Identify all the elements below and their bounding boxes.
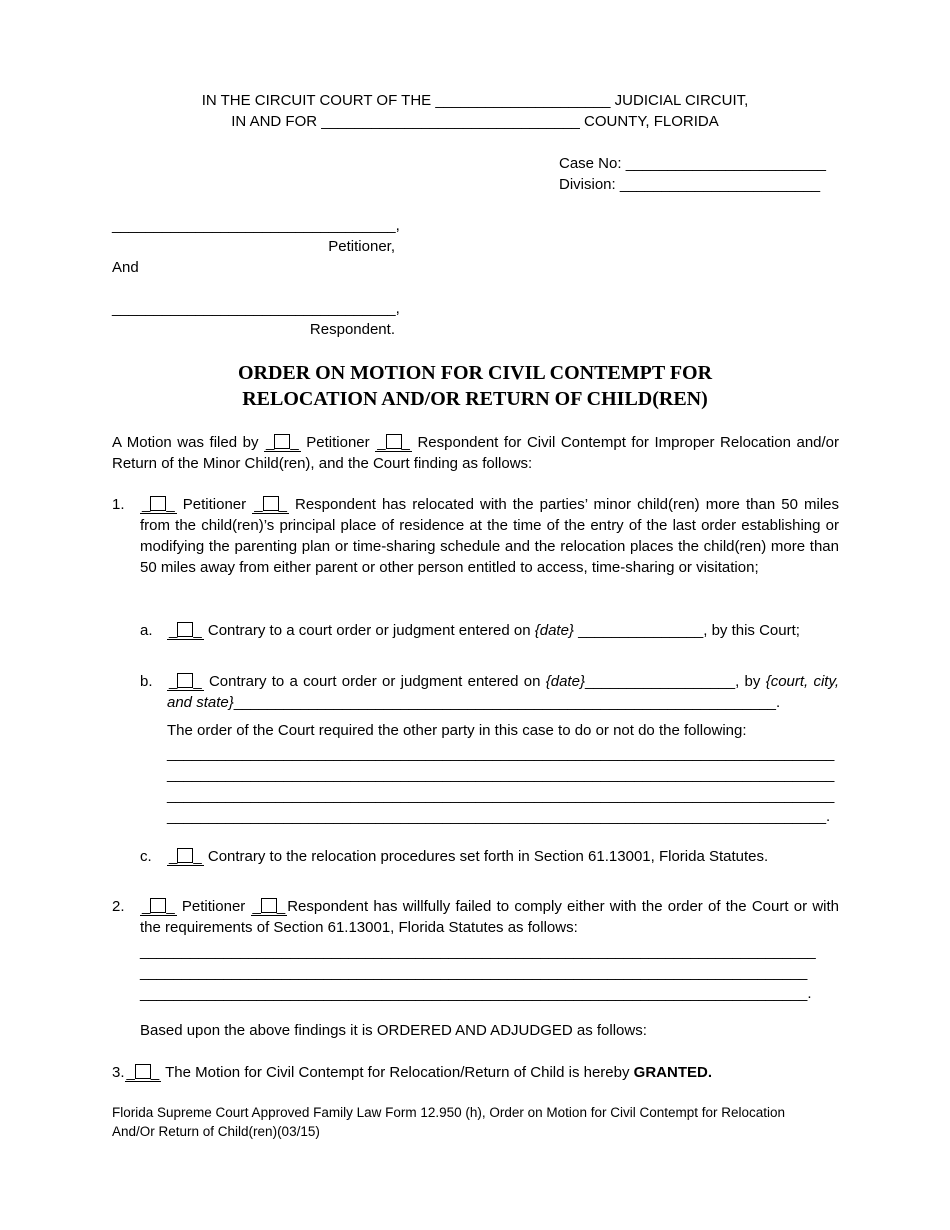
item2-text: Respondent has willfully failed to comply either with the order of the Court or with the requirements of Section 61.13001, Florida Statutes as follows: — [140, 898, 839, 936]
item1b-paragraph — [167, 671, 839, 713]
footer-line2: And/Or Return of Child(ren)(03/15) — [112, 1124, 320, 1139]
item1-text: Respondent has relocated with the parties’ minor child(ren) more than 50 miles from the child(ren)’s principal place of residence at the time of the entry of the last order establishing or modifying the parenting plan or time-sharing schedule and the relocation places the child(ren) more than 50 miles away from either parent or other person entitled to access, time-sharing or visitation; — [140, 496, 839, 576]
division-field[interactable]: Division: ________________________ — [559, 176, 821, 193]
item1c-text: Contrary to the relocation procedures set forth in Section 61.13001, Florida Statutes. — [207, 848, 769, 865]
item1b-checkbox[interactable]: _ _ — [169, 673, 202, 690]
item2-number: 2. — [112, 898, 125, 915]
court-header-line2: IN AND FOR _______________________________ COUNTY, FLORIDA — [231, 113, 719, 130]
intro-petitioner-checkbox[interactable]: _ _ — [266, 434, 299, 451]
item1b-required-text: The order of the Court required the other party in this case to do or not do the following: — [167, 722, 747, 739]
item1a-date-field[interactable]: _______________, by this Court; — [578, 622, 800, 639]
item1a-line — [167, 620, 800, 641]
respondent-label: Respondent. — [309, 321, 395, 338]
item2-blank-line[interactable]: ________________________________________________________________________________ — [140, 964, 808, 981]
item1c-line — [167, 846, 768, 867]
respondent-name-field[interactable]: __________________________________, — [112, 300, 400, 317]
and-label: And — [112, 259, 139, 276]
item1a-checkbox[interactable]: _ _ — [169, 622, 202, 639]
petitioner-name-field[interactable]: __________________________________, — [112, 217, 400, 234]
item3-line — [112, 1062, 712, 1083]
item1b-blank-line[interactable]: ________________________________________________________________________________ — [167, 745, 835, 762]
item1-respondent-checkbox[interactable]: _ _ — [254, 496, 287, 513]
intro-petitioner-label: Petitioner — [306, 434, 370, 451]
footer-line1: Florida Supreme Court Approved Family Law Form 12.950 (h), Order on Motion for Civil Contempt for Relocation — [112, 1105, 786, 1120]
item1b-court-field[interactable]: _________________________________________________________________. — [233, 694, 781, 711]
item1b-court-label: {court, city, and state} — [167, 673, 840, 711]
court-header-line1: IN THE CIRCUIT COURT OF THE _____________________ JUDICIAL CIRCUIT, — [201, 92, 749, 109]
intro-text-1: A Motion was filed by — [112, 434, 259, 451]
item1a-date-label: {date} — [534, 622, 574, 639]
item1-number: 1. — [112, 496, 125, 513]
item2-petitioner-label: Petitioner — [181, 898, 246, 915]
item1b-letter: b. — [140, 673, 153, 690]
item1b-blank-line[interactable]: _______________________________________________________________________________. — [167, 808, 831, 825]
item1c-checkbox[interactable]: _ _ — [169, 848, 202, 865]
item3-granted: GRANTED. — [633, 1064, 712, 1081]
page-title-line2: RELOCATION AND/OR RETURN OF CHILD(REN) — [242, 388, 708, 410]
item3-text: The Motion for Civil Contempt for Relocation/Return of Child is hereby — [165, 1064, 630, 1081]
item1a-letter: a. — [140, 622, 153, 639]
page-title-line1: ORDER ON MOTION FOR CIVIL CONTEMPT FOR — [237, 362, 713, 384]
item1c-letter: c. — [140, 848, 152, 865]
item1b-blank-line[interactable]: ________________________________________________________________________________ — [167, 766, 835, 783]
item1a-text: Contrary to a court order or judgment entered on — [207, 622, 531, 639]
item1b-date-field[interactable]: __________________, by — [584, 673, 761, 690]
item2-blank-line[interactable]: ________________________________________________________________________________. — [140, 985, 812, 1002]
case-number-field[interactable]: Case No: ________________________ — [559, 155, 826, 172]
item2-respondent-checkbox[interactable]: _ _ — [252, 898, 286, 915]
item1b-text: Contrary to a court order or judgment entered on — [208, 673, 541, 690]
intro-respondent-checkbox[interactable]: _ _ — [377, 434, 410, 451]
item2-paragraph — [140, 896, 839, 938]
intro-paragraph — [112, 432, 839, 474]
item1-petitioner-checkbox[interactable]: _ _ — [142, 496, 175, 513]
item1b-date-label: {date} — [545, 673, 585, 690]
petitioner-label: Petitioner, — [328, 238, 395, 255]
item3-number: 3. — [112, 1064, 125, 1081]
item3-checkbox[interactable]: _ _ — [126, 1064, 160, 1081]
item2-blank-line[interactable]: _________________________________________________________________________________ — [140, 943, 816, 960]
item1-petitioner-label: Petitioner — [182, 496, 247, 513]
intro-text-2: Respondent for Civil Contempt for Improper Relocation and/or Return of the Minor Child(ren), and the Court finding as follows: — [112, 434, 840, 472]
item1-paragraph — [140, 494, 839, 578]
item2-petitioner-checkbox[interactable]: _ _ — [142, 898, 175, 915]
item1b-blank-line[interactable]: ________________________________________________________________________________ — [167, 787, 835, 804]
ordered-statement: Based upon the above findings it is ORDERED AND ADJUDGED as follows: — [140, 1022, 647, 1039]
